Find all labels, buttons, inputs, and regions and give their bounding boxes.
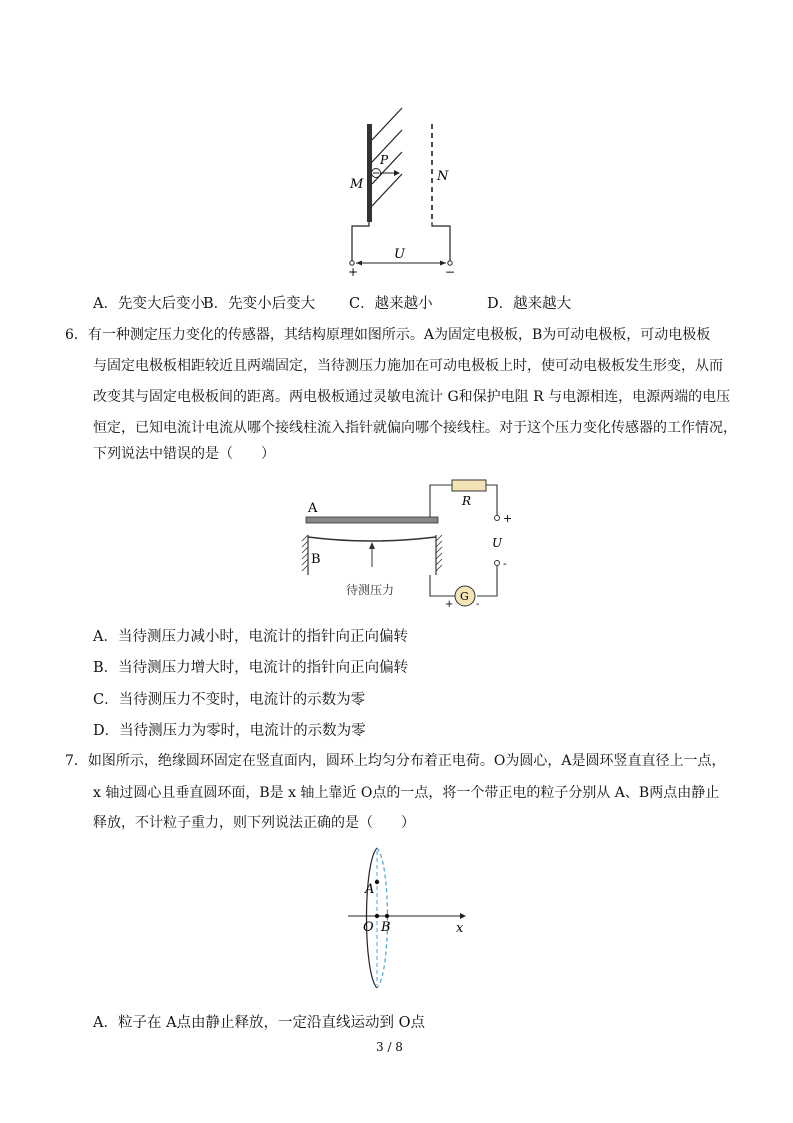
q5-figure	[330, 100, 470, 280]
label-a: A	[308, 501, 318, 516]
resistor-r	[452, 480, 486, 491]
q7-ring-diagram	[340, 843, 480, 993]
q7-figure	[340, 843, 480, 993]
q6-option-b[interactable]: B．当待测压力增大时，电流计的指针向正向偏转	[93, 660, 409, 676]
q5-option-d[interactable]: D．越来越大	[487, 296, 572, 312]
label-plus: +	[348, 265, 359, 279]
label-g: G	[460, 590, 469, 603]
label-x: x	[456, 921, 464, 936]
label-b: B	[381, 920, 391, 935]
q5-option-c[interactable]: C．越来越小	[349, 296, 433, 312]
plate-a	[306, 517, 438, 523]
q6-option-c[interactable]: C．当待测压力不变时，电流计的示数为零	[93, 692, 366, 708]
q6-stem-line-2: 与固定电极板相距较近且两端固定，当待测压力施加在可动电极板上时，使可动电极板发生形变，从而	[93, 358, 723, 374]
q5-option-a[interactable]: A．先变大后变小	[93, 296, 205, 312]
label-b: B	[311, 552, 321, 567]
label-o: O	[363, 920, 374, 935]
q7-stem-line-2: x 轴过圆心且垂直圆环面，B是 x 轴上靠近 O点的一点，将一个带正电的粒子分别从 A、B两点由静止	[93, 785, 720, 801]
q6-option-d[interactable]: D．当待测压力为零时，电流计的示数为零	[93, 723, 366, 739]
page-number: 3 / 8	[376, 1040, 403, 1054]
label-a: A	[365, 882, 375, 897]
label-p: P	[380, 153, 389, 167]
q6-stem-line-4: 恒定，已知电流计电流从哪个接线柱流入指针就偏向哪个接线柱。对于这个压力变化传感器的工作情况，	[93, 420, 737, 436]
label-plus-g: +	[445, 599, 454, 610]
q5-option-b[interactable]: B．先变小后变大	[203, 296, 316, 312]
q7-stem-line-1: 7．如图所示，绝缘圆环固定在竖直面内，圆环上均匀分布着正电荷。O为圆心，A是圆环竖直直径上一点，	[65, 753, 726, 769]
q6-option-a[interactable]: A．当待测压力减小时，电流计的指针向正向偏转	[93, 629, 408, 645]
label-m: M	[350, 177, 364, 192]
q6-stem-line-3: 改变其与固定电极板间的距离。两电极板通过灵敏电流计 G和保护电阻 R 与电源相连，电源两端的电压	[93, 389, 731, 405]
label-u: U	[492, 536, 503, 550]
label-minus-g: -	[476, 599, 480, 610]
force-label: 待测压力	[346, 583, 395, 597]
label-n: N	[437, 169, 449, 184]
q6-figure	[290, 475, 530, 615]
label-minus: −	[445, 265, 456, 279]
q5-capacitor-diagram	[330, 100, 470, 280]
label-plus-top: +	[503, 512, 513, 525]
label-u: U	[394, 247, 405, 262]
q7-option-a[interactable]: A．粒子在 A点由静止释放，一定沿直线运动到 O点	[93, 1015, 426, 1031]
q6-stem-line-1: 6．有一种测定压力变化的传感器，其结构原理如图所示。A为固定电极板，B为可动电极板，可动电极板	[65, 327, 711, 343]
label-r: R	[462, 494, 472, 508]
q6-stem-line-5: 下列说法中错误的是（ ）	[93, 446, 275, 462]
q6-sensor-diagram	[290, 475, 530, 615]
plate-b	[308, 537, 436, 541]
q7-stem-line-3: 释放，不计粒子重力，则下列说法正确的是（ ）	[93, 815, 415, 831]
label-minus-right: -	[503, 557, 507, 570]
